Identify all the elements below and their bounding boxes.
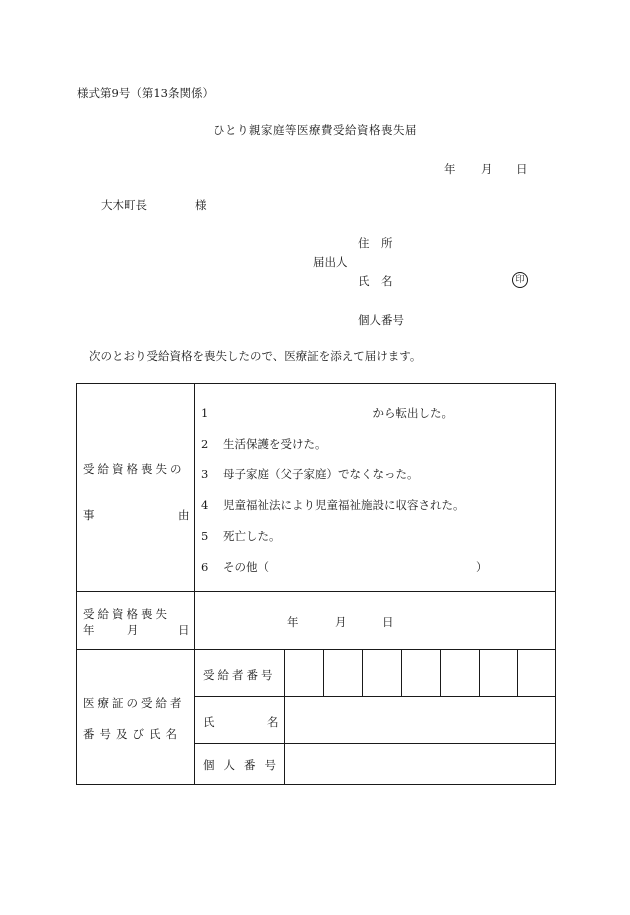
honorific: 様 xyxy=(195,198,207,212)
reason-item[interactable] xyxy=(201,466,419,482)
loss-date-year[interactable]: 年 xyxy=(287,615,299,629)
loss-date-day[interactable]: 日 xyxy=(382,615,394,629)
recipient-name-label-part: 氏 xyxy=(203,715,215,729)
recipient-my-number-label: 個人番号 xyxy=(203,758,285,772)
reason-text: その他（ ） xyxy=(223,560,488,574)
name-label: 氏 名 xyxy=(358,274,393,288)
loss-date-label-part: 年 xyxy=(83,623,95,637)
reason-number: 4 xyxy=(201,498,209,512)
form-table xyxy=(76,383,556,785)
loss-reason-label-part: 由 xyxy=(178,508,190,522)
notifier-label: 届出人 xyxy=(313,255,348,269)
column-divider xyxy=(194,384,195,784)
loss-date-label: 受給資格喪失 xyxy=(83,607,170,621)
certificate-label: 番号及び氏名 xyxy=(83,727,182,741)
loss-date-label-part: 月 xyxy=(127,623,139,637)
reason-item[interactable] xyxy=(201,405,453,421)
intro-text: 次のとおり受給資格を喪失したので、医療証を添えて届けます。 xyxy=(89,349,422,363)
reason-item[interactable] xyxy=(201,528,281,544)
reason-text: 児童福祉法により児童福祉施設に収容された。 xyxy=(223,498,465,512)
date-year-label: 年 xyxy=(444,162,456,176)
form-number: 様式第9号（第13条関係） xyxy=(77,86,214,100)
digit-box-divider xyxy=(362,649,363,696)
certificate-label: 医療証の受給者 xyxy=(83,696,185,710)
reason-text: 母子家庭（父子家庭）でなくなった。 xyxy=(223,467,419,481)
date-day-label: 日 xyxy=(516,162,528,176)
recipient-number-label: 受給者番号 xyxy=(203,668,276,682)
row-divider xyxy=(77,649,555,650)
digit-box-divider xyxy=(517,649,518,696)
loss-reason-label: 受給資格喪失の xyxy=(83,462,185,476)
my-number-label: 個人番号 xyxy=(358,313,404,327)
reason-text: 死亡した。 xyxy=(223,529,281,543)
date-month-label: 月 xyxy=(481,162,493,176)
seal-mark: 印 xyxy=(512,272,528,288)
reason-item[interactable] xyxy=(201,497,465,513)
reason-number: 2 xyxy=(201,437,209,451)
row-divider xyxy=(77,591,555,592)
reason-text: から転出した。 xyxy=(223,406,453,420)
page-title: ひとり親家庭等医療費受給資格喪失届 xyxy=(213,123,417,137)
reason-item[interactable] xyxy=(201,436,327,452)
row-divider xyxy=(194,696,555,697)
row-divider xyxy=(194,743,555,744)
recipient-name-label-part: 名 xyxy=(267,715,279,729)
reason-number: 1 xyxy=(201,406,209,420)
digit-box-divider xyxy=(323,649,324,696)
digit-box-divider xyxy=(401,649,402,696)
digit-box-divider xyxy=(440,649,441,696)
digit-box-divider xyxy=(479,649,480,696)
loss-date-month[interactable]: 月 xyxy=(335,615,347,629)
addressee: 大木町長 xyxy=(101,198,147,212)
reason-text: 生活保護を受けた。 xyxy=(223,437,327,451)
reason-item[interactable] xyxy=(201,559,488,575)
loss-reason-label-part: 事 xyxy=(83,508,95,522)
loss-date-label-part: 日 xyxy=(178,623,190,637)
reason-number: 6 xyxy=(201,560,209,574)
address-label: 住 所 xyxy=(358,236,393,250)
reason-number: 3 xyxy=(201,467,209,481)
reason-number: 5 xyxy=(201,529,209,543)
